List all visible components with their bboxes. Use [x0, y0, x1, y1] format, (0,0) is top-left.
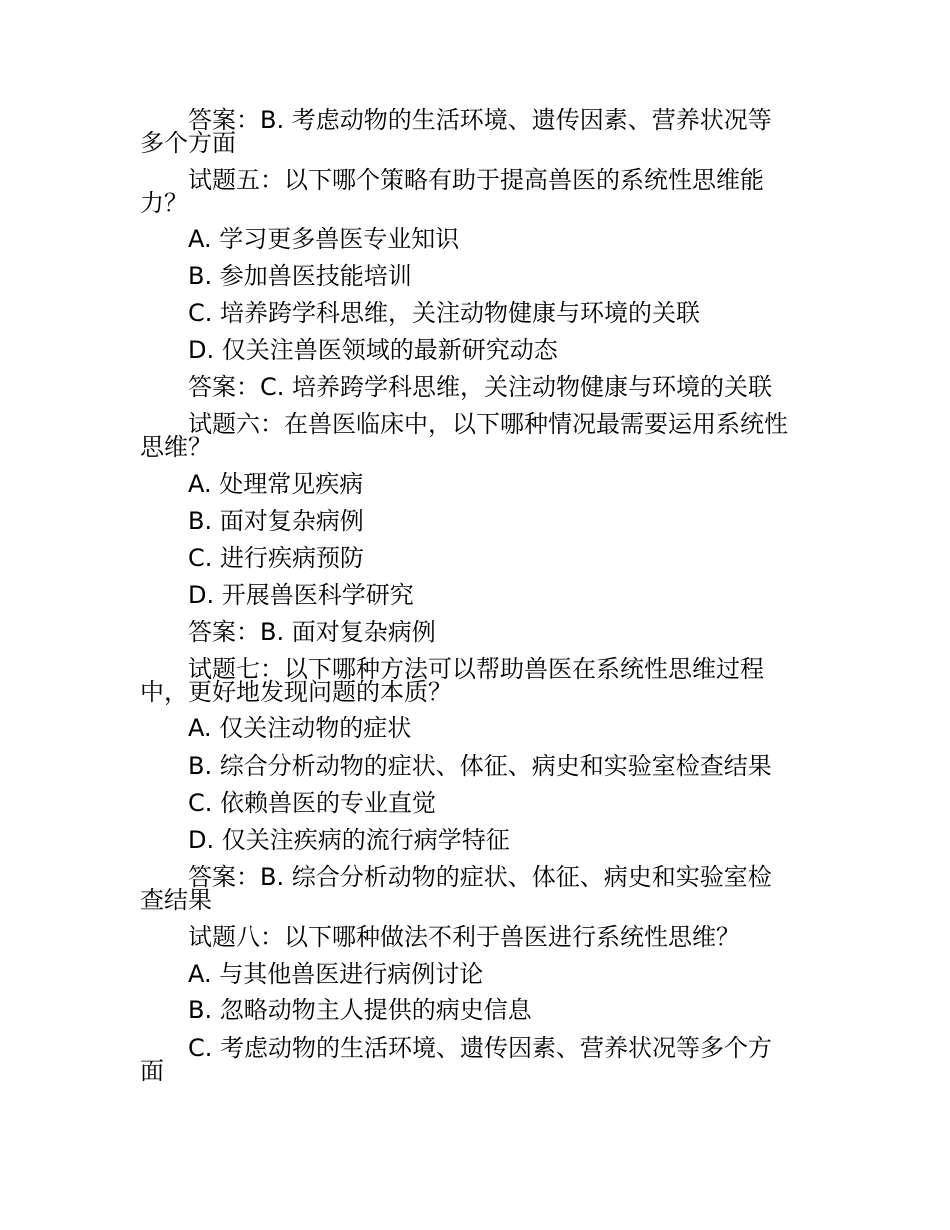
question-6-option-d: D. 开展兽医科学研究	[188, 581, 414, 609]
question-6-title-continuation: 思维？	[140, 433, 212, 461]
question-6-option-c: C. 进行疾病预防	[188, 544, 365, 572]
question-8-option-b: B. 忽略动物主人提供的病史信息	[188, 996, 532, 1024]
question-5-title: 试题五：以下哪个策略有助于提高兽医的系统性思维能	[188, 166, 764, 194]
question-8-option-c-continuation: 面	[140, 1057, 164, 1085]
question-7-option-d: D. 仅关注疾病的流行病学特征	[188, 826, 510, 854]
question-8-option-a: A. 与其他兽医进行病例讨论	[188, 960, 484, 988]
question-6-option-a: A. 处理常见疾病	[188, 470, 364, 498]
question-6-answer: 答案：B. 面对复杂病例	[188, 618, 436, 646]
question-7-option-c: C. 依赖兽医的专业直觉	[188, 789, 437, 817]
question-6-title: 试题六：在兽医临床中，以下哪种情况最需要运用系统性	[188, 410, 788, 438]
question-5-option-c: C. 培养跨学科思维，关注动物健康与环境的关联	[188, 299, 701, 327]
answer-continuation: 多个方面	[140, 129, 236, 157]
question-8-option-c: C. 考虑动物的生活环境、遗传因素、营养状况等多个方	[188, 1034, 773, 1062]
question-5-answer: 答案：C. 培养跨学科思维，关注动物健康与环境的关联	[188, 373, 773, 401]
question-8-title: 试题八：以下哪种做法不利于兽医进行系统性思维？	[188, 923, 740, 951]
question-7-option-a: A. 仅关注动物的症状	[188, 714, 412, 742]
question-5-title-continuation: 力？	[140, 189, 188, 217]
question-7-option-b: B. 综合分析动物的症状、体征、病史和实验室检查结果	[188, 752, 772, 780]
question-5-option-a: A. 学习更多兽医专业知识	[188, 225, 460, 253]
question-7-answer-continuation: 查结果	[140, 886, 212, 914]
question-7-answer: 答案：B. 综合分析动物的症状、体征、病史和实验室检	[188, 863, 772, 891]
question-7-title-continuation: 中，更好地发现问题的本质？	[140, 678, 452, 706]
question-7-title: 试题七：以下哪种方法可以帮助兽医在系统性思维过程	[188, 655, 764, 683]
answer-line: 答案：B. 考虑动物的生活环境、遗传因素、营养状况等	[188, 106, 772, 134]
question-6-option-b: B. 面对复杂病例	[188, 507, 364, 535]
question-5-option-b: B. 参加兽医技能培训	[188, 262, 412, 290]
question-5-option-d: D. 仅关注兽医领域的最新研究动态	[188, 336, 558, 364]
